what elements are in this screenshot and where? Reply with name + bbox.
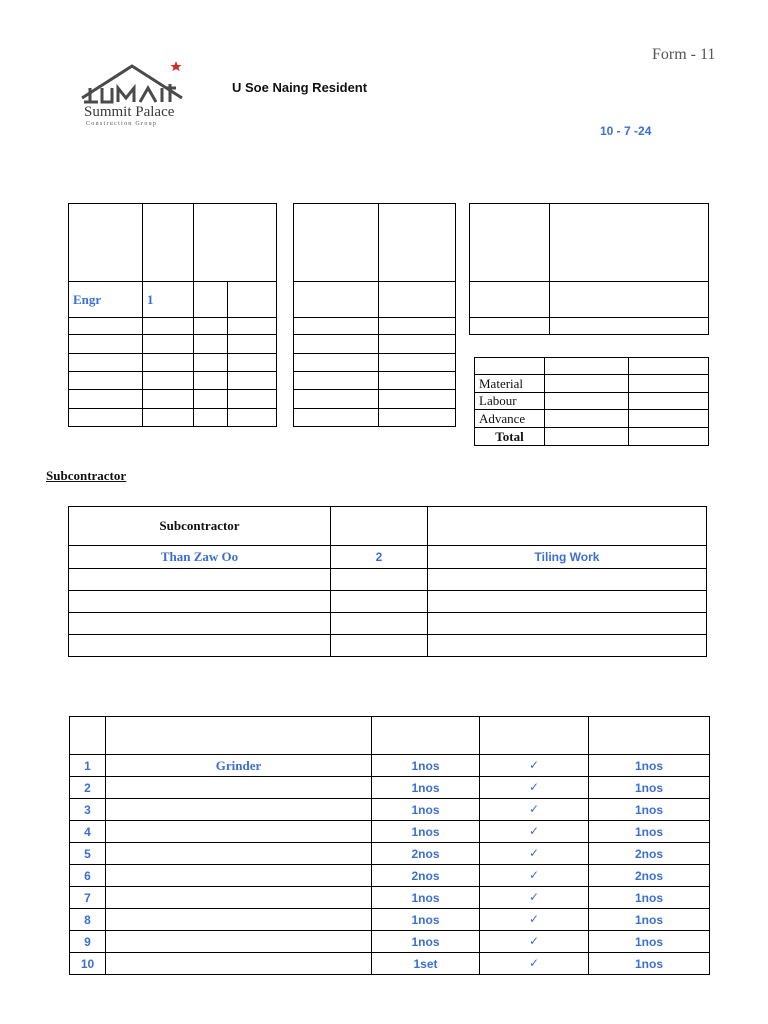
row-number: 5 [70,843,106,865]
table-row [70,821,710,843]
document-title [232,80,367,95]
expense-label: Advance [475,410,545,428]
item-name [106,931,372,953]
item-used-check: ✓ [480,755,589,777]
item-have: 2nos [372,865,480,887]
item-used-check: ✓ [480,799,589,821]
cash-received-value [550,204,709,282]
staff-header-row [69,204,277,282]
item-left: 2nos [589,843,710,865]
materials-header-row [70,717,710,755]
table-row [475,393,709,410]
table-row [69,613,707,635]
table-row [475,428,709,446]
table-row [470,204,709,282]
table-row [70,931,710,953]
table-row [70,887,710,909]
table-row [69,390,277,409]
staff-role: Engr [69,282,143,318]
table-row [69,335,277,354]
staff-count: 1 [143,282,194,318]
item-used-check: ✓ [480,821,589,843]
table-row [69,569,707,591]
table-row [470,318,709,335]
col-worker-count [331,507,428,546]
table-row [69,282,277,318]
table-row [294,335,456,354]
item-used-check: ✓ [480,953,589,975]
col-used [480,717,589,755]
row-number: 10 [70,953,106,975]
row-number: 6 [70,865,106,887]
item-name [106,799,372,821]
item-name [106,821,372,843]
section5-heading: Subcontractor [46,468,127,483]
item-left: 1nos [589,821,710,843]
table-row [294,372,456,390]
item-used-check: ✓ [480,909,589,931]
row-number: 2 [70,777,106,799]
form-number: Form - 11 [652,46,716,63]
row-number: 8 [70,909,106,931]
expense-total-label: Total [475,428,545,446]
col-today [545,358,629,375]
row-number: 9 [70,931,106,953]
date-value: 10 - 7 -24 [600,124,652,138]
col-no [70,717,106,755]
item-left: 1nos [589,953,710,975]
row-number: 4 [70,821,106,843]
table-row [69,546,707,569]
item-name [106,865,372,887]
col-attendance [194,204,277,282]
subcontractor-table [68,506,707,657]
table-row [70,865,710,887]
item-have: 1nos [372,821,480,843]
table-cell [475,358,545,375]
table-row [475,410,709,428]
subcontractor-name: Than Zaw Oo [69,546,331,569]
item-left: 1nos [589,777,710,799]
col-work-type [428,507,707,546]
cash-today-value [550,282,709,318]
expense-label: Labour [475,393,545,410]
table-row [70,843,710,865]
table-row [69,318,277,335]
table-row [294,318,456,335]
item-left: 2nos [589,865,710,887]
item-have: 1nos [372,755,480,777]
item-used-check: ✓ [480,843,589,865]
item-name [106,843,372,865]
row-number: 3 [70,799,106,821]
table-row [70,953,710,975]
table-cell [194,282,228,318]
table-row [69,354,277,372]
table-row [70,777,710,799]
item-used-check: ✓ [480,777,589,799]
section5-title [46,467,126,485]
subcontractor-count: 2 [331,546,428,569]
table-row [69,409,277,427]
item-name [106,777,372,799]
item-used-check: ✓ [480,931,589,953]
cash-table [469,203,709,335]
col-role [69,204,143,282]
table-row [475,375,709,393]
col-left [589,717,710,755]
table-row [70,909,710,931]
table-row [69,591,707,613]
cash-today-label [470,282,550,318]
item-used-check: ✓ [480,865,589,887]
item-left: 1nos [589,755,710,777]
table-row [69,372,277,390]
col-total [629,358,709,375]
table-row [475,358,709,375]
col-machine [294,204,379,282]
materials-body [70,755,710,975]
item-left: 1nos [589,887,710,909]
item-have: 1nos [372,909,480,931]
row-number: 1 [70,755,106,777]
table-row [294,282,456,318]
item-name [106,953,372,975]
table-row [294,390,456,409]
col-item [106,717,372,755]
staff-table [68,203,277,427]
expense-table [474,357,709,446]
item-left: 1nos [589,799,710,821]
table-row [70,799,710,821]
table-row [294,354,456,372]
item-used-check: ✓ [480,887,589,909]
item-name [106,909,372,931]
table-row [294,409,456,427]
col-subcontractor: Subcontractor [69,507,331,546]
machinery-table [293,203,456,427]
item-name: Grinder [106,755,372,777]
logo-name: Summit Palace [84,104,175,120]
materials-table [69,716,710,975]
col-quantity [379,204,456,282]
item-have: 1nos [372,777,480,799]
item-have: 1nos [372,887,480,909]
item-have: 1nos [372,799,480,821]
table-row [70,755,710,777]
expense-label: Material [475,375,545,393]
item-left: 1nos [589,931,710,953]
item-name [106,887,372,909]
table-row [470,282,709,318]
col-have [372,717,480,755]
item-have: 1set [372,953,480,975]
machinery-header-row [294,204,456,282]
cash-received-label [470,204,550,282]
subcontractor-header-row [69,507,707,546]
col-count [143,204,194,282]
title-prefix: U Soe Naing Resident [232,80,368,95]
table-row [69,635,707,657]
item-have: 2nos [372,843,480,865]
subcontractor-work: Tiling Work [428,546,707,569]
item-left: 1nos [589,909,710,931]
logo-subtitle: Construction Group [86,121,158,127]
row-number: 7 [70,887,106,909]
item-have: 1nos [372,931,480,953]
table-cell [228,282,277,318]
